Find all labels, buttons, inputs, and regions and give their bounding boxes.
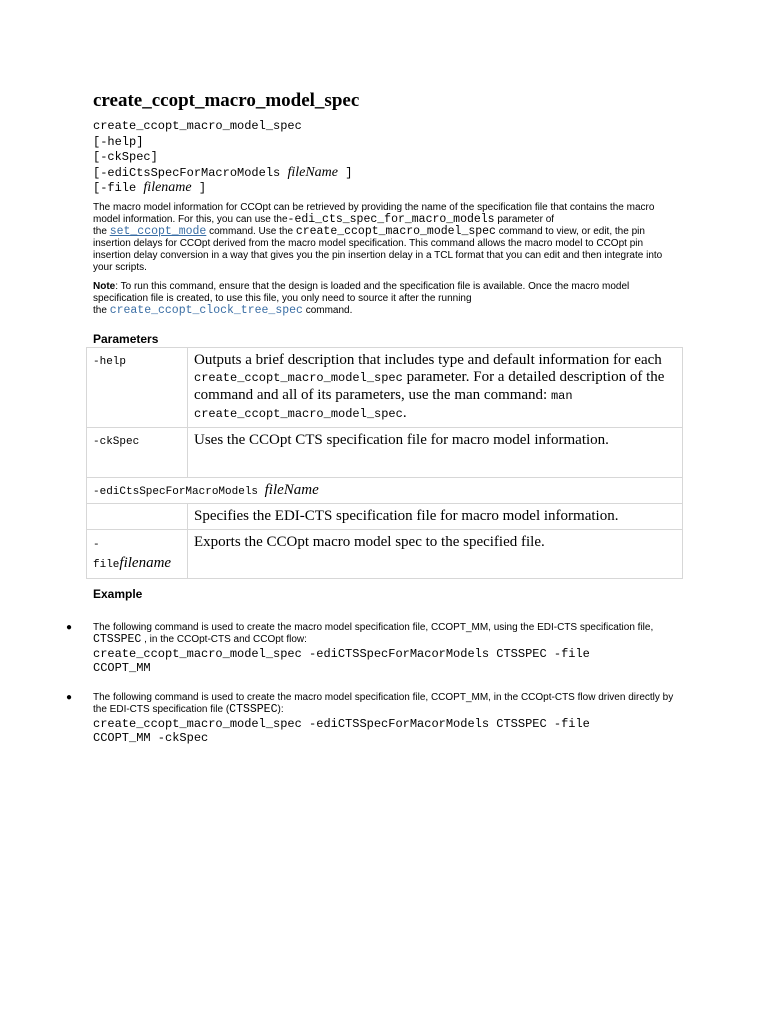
table-row [87, 478, 683, 504]
syntax-arg-filename: fileName [287, 164, 338, 180]
inline-code: CTSSPEC [229, 703, 278, 716]
description-text: parameter of [497, 214, 555, 225]
example-code-2 [93, 717, 683, 745]
table-row [87, 504, 683, 530]
param-name-empty [87, 504, 188, 530]
code-line: CCOPT_MM -ckSpec [93, 731, 209, 745]
inline-code: create_ccopt_macro_model_spec [194, 371, 403, 385]
example-text: The following command is used to create the macro model specification file, CCOPT_MM, using the EDI-CTS specification file, [93, 622, 654, 633]
example-item-2 [93, 692, 683, 745]
param-description: Specifies the EDI-CTS specification file for macro model information. [188, 504, 683, 530]
param-name [87, 530, 188, 579]
description-text: The macro model information for CCOpt can be retrieved by providing the name of the specification file that contains the macro model information. For this, you can use the [93, 202, 655, 225]
param-text: Outputs a brief description that includes type and default information for each [194, 352, 662, 368]
description-paragraph [93, 202, 683, 274]
syntax-close-bracket: ] [198, 181, 207, 195]
command-syntax [93, 119, 352, 197]
param-name: -help [87, 348, 188, 428]
param-arg: fileName [264, 482, 319, 498]
description-text: command. Use the [209, 226, 294, 237]
example-text: ): [277, 704, 284, 715]
table-row [87, 530, 683, 579]
bullet-marker: ● [66, 622, 73, 633]
note-text: the [93, 305, 107, 316]
note-text: : To run this command, ensure that the design is loaded and the specification file is available. Once the macro model specification file is created, to use this file, you only need to source it after the running [93, 281, 630, 304]
param-text: parameter. For a detailed description of the command and all of its parameters, use the man command: [194, 369, 665, 403]
link-create-ccopt-clock-tree-spec[interactable]: create_ccopt_clock_tree_spec [109, 304, 303, 317]
example-heading: Example [93, 587, 143, 601]
param-text: . [402, 405, 407, 421]
param-name-file: file [93, 559, 120, 571]
inline-code: CTSSPEC [93, 633, 142, 646]
param-name-dash: - [93, 539, 100, 551]
note-paragraph [93, 281, 683, 317]
syntax-close-bracket: ] [345, 165, 353, 180]
param-arg: filename [119, 555, 172, 571]
inline-code: create_ccopt_macro_model_spec [295, 225, 496, 238]
syntax-option-edicts: [-ediCtsSpecForMacroModels [93, 165, 281, 180]
syntax-line-edicts [93, 166, 352, 182]
syntax-arg-file: filename [143, 180, 192, 195]
syntax-option-file: [-file [93, 181, 137, 195]
param-description: Exports the CCOpt macro model spec to the specified file. [188, 530, 683, 579]
code-line: CCOPT_MM [93, 661, 151, 675]
inline-code: man create_ccopt_macro_model_spec [194, 389, 573, 421]
syntax-line-ckspec: [-ckSpec] [93, 150, 158, 164]
table-row [87, 348, 683, 428]
parameters-table [86, 347, 683, 579]
link-set-ccopt-mode[interactable]: set_ccopt_mode [109, 225, 207, 238]
param-description: Uses the CCOpt CTS specification file for macro model information. [188, 428, 683, 478]
example-text: The following command is used to create the macro model specification file, CCOPT_MM, in the CCOpt-CTS flow driven directly by the EDI-CTS specification file ( [93, 692, 674, 715]
example-item-1 [93, 622, 683, 675]
parameters-heading: Parameters [93, 332, 159, 346]
description-text: the [93, 226, 107, 237]
syntax-line-help: [-help] [93, 134, 144, 149]
inline-code: -edi_cts_spec_for_macro_models [287, 213, 495, 226]
note-label: Note [93, 281, 116, 292]
code-line: create_ccopt_macro_model_spec -ediCTSSpecForMacorModels CTSSPEC -file [93, 647, 590, 661]
syntax-line-command: create_ccopt_macro_model_spec [93, 119, 302, 133]
param-name: -ckSpec [87, 428, 188, 478]
table-row [87, 428, 683, 478]
note-text: command. [305, 305, 353, 316]
page-title: create_ccopt_macro_model_spec [93, 90, 360, 111]
syntax-line-file [93, 181, 352, 197]
description-text: command to view, or edit, the pin insertion delays for CCOpt derived from the macro model specification. This command allows the macro model to CCOpt pin insertion delay conversion in a way that gives you the pin insertion delay in a TCL format that you can edit and then integrate into your scripts. [93, 226, 663, 273]
param-name-spanning [87, 478, 683, 504]
bullet-marker: ● [66, 692, 73, 703]
example-code-1 [93, 647, 683, 675]
code-line: create_ccopt_macro_model_spec -ediCTSSpecForMacorModels CTSSPEC -file [93, 717, 590, 731]
param-description [188, 348, 683, 428]
param-name: -ediCtsSpecForMacroModels [93, 486, 259, 498]
example-text: , in the CCOpt-CTS and CCOpt flow: [144, 634, 307, 645]
